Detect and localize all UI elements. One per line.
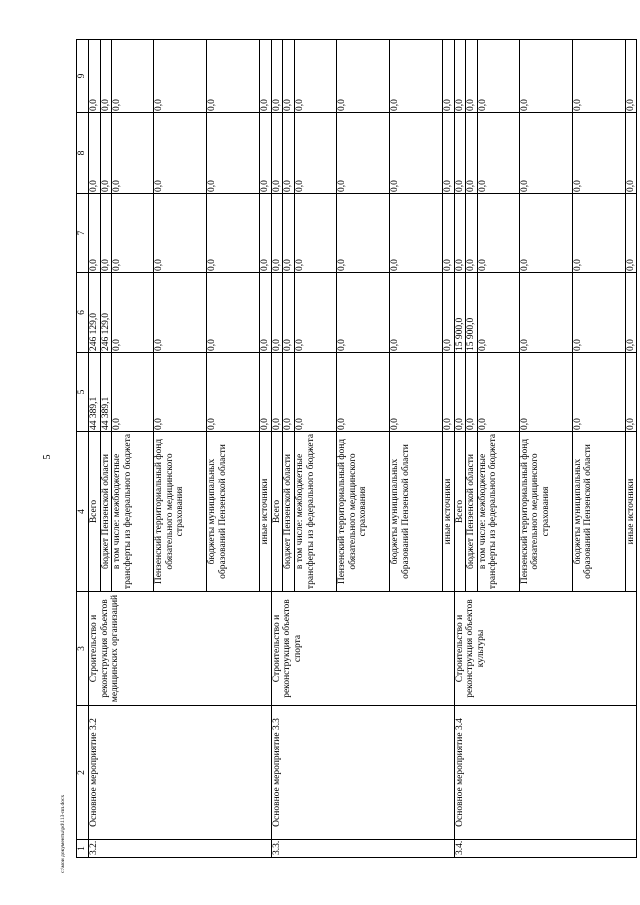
value-cell-col8: 0,0: [100, 113, 112, 194]
value-cell-col9: 0,0: [283, 40, 295, 113]
value-cell-col5: 0,0: [112, 353, 154, 432]
value-cell-col5: 0,0: [336, 353, 389, 432]
value-cell-col7: 0,0: [442, 194, 454, 273]
funding-source: Всего: [454, 432, 466, 592]
value-cell-col9: 0,0: [336, 40, 389, 113]
activity-description: Строительство и реконструкция объектов медицинских организаций: [89, 592, 272, 706]
funding-source: Пензенский территориальный фонд обязательного медицинского страхования: [336, 432, 389, 592]
value-cell-col6: 15 900,0: [466, 273, 478, 353]
value-cell-col9: 0,0: [466, 40, 478, 113]
value-cell-col7: 0,0: [260, 194, 272, 273]
value-cell-col6: 0,0: [572, 273, 625, 353]
value-cell-col7: 0,0: [477, 194, 519, 273]
value-cell-col5: 0,0: [477, 353, 519, 432]
value-cell-col7: 0,0: [89, 194, 101, 273]
funding-source: в том числе: межбюджетные трансферты из федерального бюджета: [112, 432, 154, 592]
value-cell-col7: 0,0: [283, 194, 295, 273]
value-cell-col7: 0,0: [294, 194, 336, 273]
value-cell-col6: 0,0: [389, 273, 442, 353]
value-cell-col5: 0,0: [454, 353, 466, 432]
value-cell-col5: 0,0: [207, 353, 260, 432]
value-cell-col9: 0,0: [625, 40, 637, 113]
row-number: 3.2.: [89, 840, 272, 858]
value-cell-col5: 44 389,1: [100, 353, 112, 432]
budget-table: [76, 39, 637, 858]
value-cell-col7: 0,0: [336, 194, 389, 273]
value-cell-col9: 0,0: [572, 40, 625, 113]
value-cell-col6: 0,0: [625, 273, 637, 353]
value-cell-col5: 0,0: [625, 353, 637, 432]
document-table-container: [76, 40, 636, 858]
activity-name: Основное мероприятие 3.2: [89, 706, 272, 840]
value-cell-col8: 0,0: [519, 113, 572, 194]
activity-name: Основное мероприятие 3.3: [271, 706, 454, 840]
value-cell-col9: 0,0: [442, 40, 454, 113]
value-cell-col8: 0,0: [336, 113, 389, 194]
row-number: 3.3.: [271, 840, 454, 858]
funding-source: бюджеты муниципальных образований Пензенской области: [572, 432, 625, 592]
value-cell-col6: 0,0: [112, 273, 154, 353]
value-cell-col5: 0,0: [283, 353, 295, 432]
value-cell-col8: 0,0: [283, 113, 295, 194]
value-cell-col7: 0,0: [271, 194, 283, 273]
funding-source: бюджеты муниципальных образований Пензенской области: [389, 432, 442, 592]
funding-source: бюджет Пензенской области: [466, 432, 478, 592]
value-cell-col9: 0,0: [519, 40, 572, 113]
value-cell-col6: 0,0: [519, 273, 572, 353]
value-cell-col6: 0,0: [283, 273, 295, 353]
value-cell-col7: 0,0: [112, 194, 154, 273]
value-cell-col6: 15 900,0: [454, 273, 466, 353]
value-cell-col5: 0,0: [294, 353, 336, 432]
value-cell-col9: 0,0: [454, 40, 466, 113]
value-cell-col5: 0,0: [519, 353, 572, 432]
funding-source: иные источники: [260, 432, 272, 592]
value-cell-col5: 0,0: [466, 353, 478, 432]
value-cell-col6: 0,0: [477, 273, 519, 353]
value-cell-col7: 0,0: [625, 194, 637, 273]
funding-source: Пензенский территориальный фонд обязательного медицинского страхования: [519, 432, 572, 592]
funding-source: Пензенский территориальный фонд обязательного медицинского страхования: [154, 432, 207, 592]
funding-source: бюджеты муниципальных образований Пензенской области: [207, 432, 260, 592]
value-cell-col6: 0,0: [294, 273, 336, 353]
value-cell-col9: 0,0: [207, 40, 260, 113]
value-cell-col8: 0,0: [294, 113, 336, 194]
header-cell-2: 2: [77, 706, 89, 840]
value-cell-col8: 0,0: [112, 113, 154, 194]
footer-file-path: c:\мои документы\pd\113-пп.docx: [60, 794, 66, 873]
header-cell-7: 7: [77, 194, 89, 273]
activity-description: Строительство и реконструкция объектов спорта: [271, 592, 454, 706]
value-cell-col8: 0,0: [477, 113, 519, 194]
value-cell-col5: 0,0: [260, 353, 272, 432]
value-cell-col9: 0,0: [154, 40, 207, 113]
value-cell-col9: 0,0: [100, 40, 112, 113]
value-cell-col6: 246 129,0: [89, 273, 101, 353]
value-cell-col8: 0,0: [389, 113, 442, 194]
table-body: [77, 40, 637, 858]
value-cell-col6: 246 129,0: [100, 273, 112, 353]
value-cell-col7: 0,0: [454, 194, 466, 273]
value-cell-col9: 0,0: [477, 40, 519, 113]
value-cell-col5: 0,0: [271, 353, 283, 432]
row-number: 3.4.: [454, 840, 637, 858]
value-cell-col7: 0,0: [466, 194, 478, 273]
value-cell-col9: 0,0: [294, 40, 336, 113]
value-cell-col8: 0,0: [625, 113, 637, 194]
value-cell-col5: 0,0: [442, 353, 454, 432]
value-cell-col6: 0,0: [260, 273, 272, 353]
value-cell-col7: 0,0: [207, 194, 260, 273]
value-cell-col5: 0,0: [389, 353, 442, 432]
value-cell-col9: 0,0: [260, 40, 272, 113]
header-cell-9: 9: [77, 40, 89, 113]
header-cell-6: 6: [77, 273, 89, 353]
value-cell-col6: 0,0: [336, 273, 389, 353]
value-cell-col9: 0,0: [112, 40, 154, 113]
value-cell-col8: 0,0: [466, 113, 478, 194]
funding-source: бюджет Пензенской области: [100, 432, 112, 592]
value-cell-col6: 0,0: [271, 273, 283, 353]
value-cell-col5: 0,0: [154, 353, 207, 432]
value-cell-col8: 0,0: [207, 113, 260, 194]
value-cell-col6: 0,0: [207, 273, 260, 353]
value-cell-col9: 0,0: [89, 40, 101, 113]
funding-source: иные источники: [442, 432, 454, 592]
value-cell-col8: 0,0: [271, 113, 283, 194]
activity-name: Основное мероприятие 3.4: [454, 706, 637, 840]
value-cell-col8: 0,0: [154, 113, 207, 194]
funding-source: иные источники: [625, 432, 637, 592]
value-cell-col5: 0,0: [572, 353, 625, 432]
table-header-row: [77, 40, 89, 858]
funding-source: в том числе: межбюджетные трансферты из федерального бюджета: [294, 432, 336, 592]
value-cell-col7: 0,0: [100, 194, 112, 273]
value-cell-col8: 0,0: [89, 113, 101, 194]
activity-description: Строительство и реконструкция объектов культуры: [454, 592, 637, 706]
value-cell-col6: 0,0: [442, 273, 454, 353]
table-row: [271, 40, 283, 858]
funding-source: Всего: [271, 432, 283, 592]
value-cell-col9: 0,0: [389, 40, 442, 113]
value-cell-col7: 0,0: [389, 194, 442, 273]
page-number: 5: [42, 454, 53, 460]
value-cell-col8: 0,0: [260, 113, 272, 194]
value-cell-col9: 0,0: [271, 40, 283, 113]
header-cell-5: 5: [77, 353, 89, 432]
header-cell-8: 8: [77, 113, 89, 194]
funding-source: Всего: [89, 432, 101, 592]
table-row: [454, 40, 466, 858]
rotated-table-frame: [76, 40, 636, 858]
value-cell-col8: 0,0: [572, 113, 625, 194]
funding-source: в том числе: межбюджетные трансферты из федерального бюджета: [477, 432, 519, 592]
funding-source: бюджет Пензенской области: [283, 432, 295, 592]
value-cell-col8: 0,0: [442, 113, 454, 194]
header-cell-3: 3: [77, 592, 89, 706]
value-cell-col6: 0,0: [154, 273, 207, 353]
value-cell-col7: 0,0: [154, 194, 207, 273]
value-cell-col7: 0,0: [519, 194, 572, 273]
value-cell-col7: 0,0: [572, 194, 625, 273]
value-cell-col5: 44 389,1: [89, 353, 101, 432]
header-cell-1: 1: [77, 840, 89, 858]
value-cell-col8: 0,0: [454, 113, 466, 194]
header-cell-4: 4: [77, 432, 89, 592]
table-row: [89, 40, 101, 858]
